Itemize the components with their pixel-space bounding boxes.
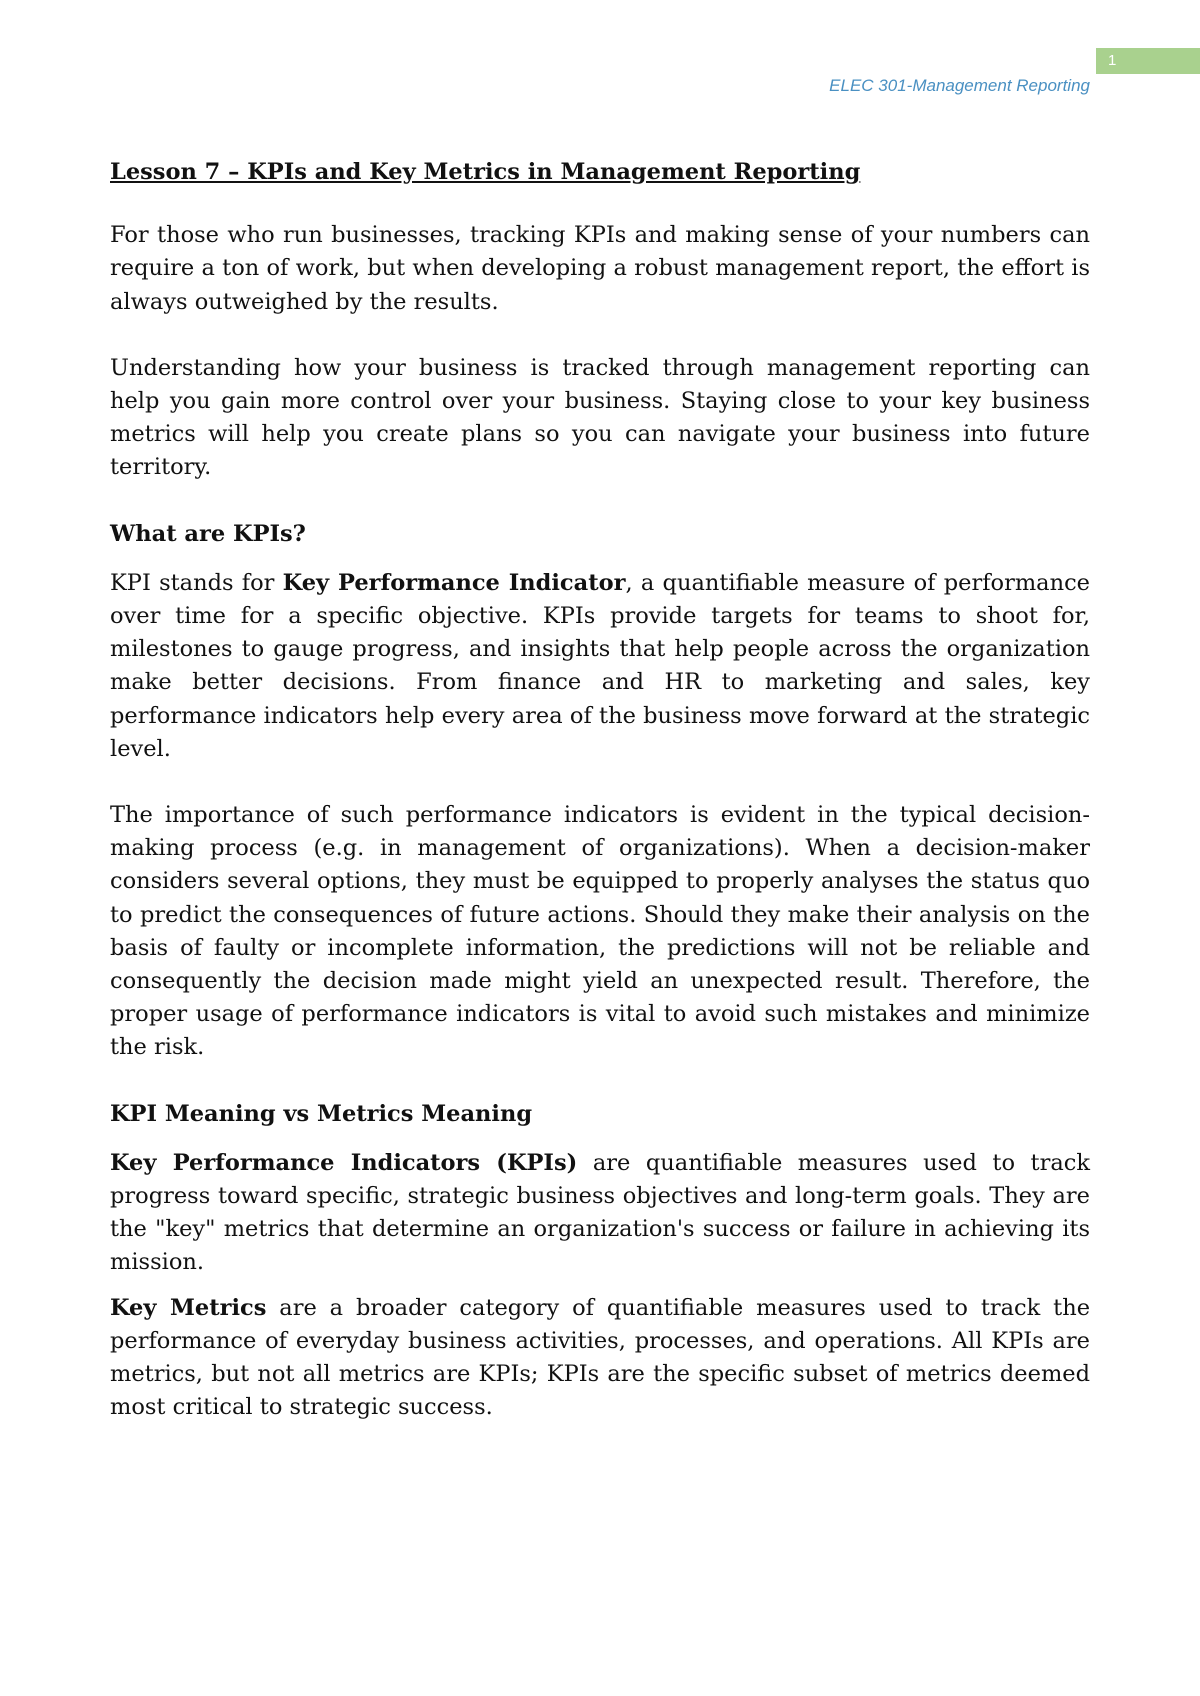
section-heading-what-are-kpis: What are KPIs? — [110, 520, 306, 547]
document-body — [110, 156, 1090, 1458]
metrics-meaning-paragraph — [110, 1292, 1090, 1425]
intro-paragraph-1: For those who run businesses, tracking KPIs and making sense of your numbers can require a ton of work, but when developing a robust management report, the effort is always outweighed by the results. — [110, 222, 1090, 315]
kpi-term: Key Performance Indicator — [282, 569, 626, 596]
kpi-meaning-paragraph — [110, 1147, 1090, 1280]
page-number: 1 — [1108, 52, 1117, 69]
running-header: ELEC 301-Management Reporting — [829, 76, 1090, 95]
lesson-title: Lesson 7 – KPIs and Key Metrics in Management Reporting — [110, 159, 861, 185]
kpi-definition-paragraph — [110, 567, 1090, 766]
kpi-definition-lead: KPI stands for — [110, 569, 283, 596]
kpi-definition-rest: , a quantifiable measure of performance over time for a specific objective. KPIs provide targets for teams to shoot for, milestones to gauge progress, and insights that help people across the organization make better decisions. From finance and HR to marketing and sales, key performance indicators help every area of the business move forward at the strategic level. — [110, 569, 1090, 762]
intro-paragraph-2: Understanding how your business is tracked through management reporting can help you gain more control over your business. Staying close to your key business metrics will help you create plans so you can navigate your business into future territory. — [110, 354, 1090, 481]
kpi-meaning-text: are quantifiable measures used to track progress toward specific, strategic business objectives and long-term goals. They are the "key" metrics that determine an organization's success or failure in achieving its mission. — [110, 1149, 1090, 1276]
kpi-importance-paragraph: The importance of such performance indicators is evident in the typical decision-making process (e.g. in management of organizations). When a decision-maker considers several options, they must be equipped to properly analyses the status quo to predict the consequences of future actions. Should they make their analysis on the basis of faulty or incomplete information, the predictions will not be reliable and consequently the decision made might yield an unexpected result. Therefore, the proper usage of performance indicators is vital to avoid such mistakes and minimize the risk. — [110, 802, 1090, 1061]
metrics-meaning-text: are a broader category of quantifiable measures used to track the performance of everyday business activities, processes, and operations. All KPIs are metrics, but not all metrics are KPIs; KPIs are the specific subset of metrics deemed most critical to strategic success. — [110, 1294, 1091, 1421]
page-number-tab — [1096, 48, 1200, 74]
metrics-meaning-term: Key Metrics — [110, 1294, 267, 1321]
section-heading-kpi-vs-metrics: KPI Meaning vs Metrics Meaning — [110, 1100, 533, 1127]
kpi-meaning-term: Key Performance Indicators (KPIs) — [110, 1149, 578, 1176]
